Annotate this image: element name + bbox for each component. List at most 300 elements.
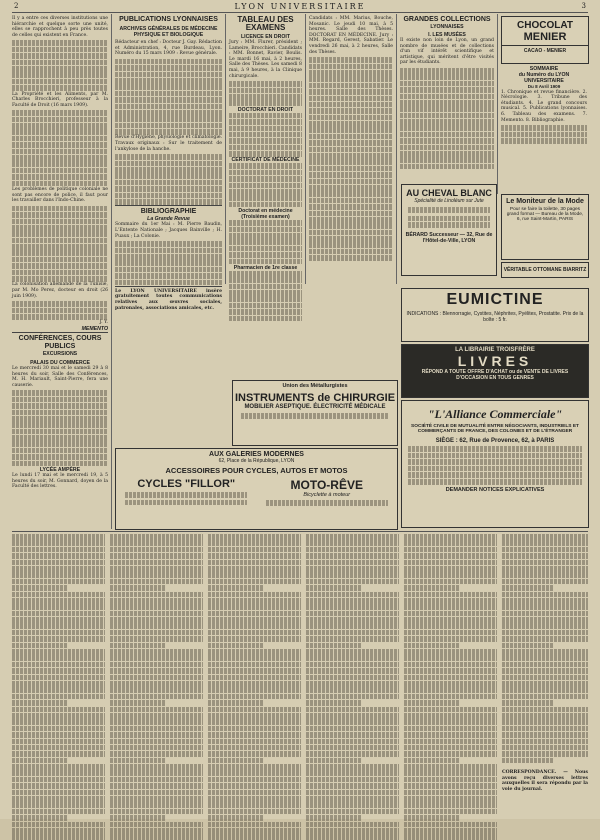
- examens-section-3: CERTIFICAT DE MÉDECINE: [231, 157, 300, 164]
- text-line: [404, 585, 460, 591]
- text-line: [110, 739, 203, 745]
- text-line: [404, 707, 497, 713]
- text-line: [502, 636, 588, 642]
- col1-intro-text: Il y a entre ces diverses institutions une hiérarchie et quelque sorte une unité, elles se rapprochent à peu près toutes de celles qui existent en France.: [12, 16, 108, 38]
- column-3: [229, 16, 302, 284]
- text-line: [208, 719, 301, 725]
- collections-title: GRANDES COLLECTIONS: [403, 16, 491, 23]
- text-line: [306, 790, 399, 796]
- text-line: [208, 662, 301, 668]
- text-line: [110, 623, 203, 629]
- text-line: [306, 700, 362, 706]
- sommaire-box: [501, 66, 587, 144]
- text-line: [110, 655, 203, 661]
- lower-column-5: [404, 534, 497, 814]
- examens-section-1: LICENCE EN DROIT: [241, 34, 290, 40]
- column-divider: [111, 14, 112, 529]
- publications-text-2: Revue d'Hygiène, physiologie et climatologie. Travaux originaux : Sur le traitement de l'ankylose de la hanche.: [115, 135, 222, 152]
- text-line: [306, 643, 362, 649]
- text-line: [306, 828, 399, 834]
- text-line: [208, 579, 301, 585]
- livres-subtitle: LA LIBRAIRIE TROISFRÈRE: [455, 347, 535, 353]
- text-line: [110, 732, 203, 738]
- collections-text: Il existe non loin de Lyon, un grand nombre de musées et de collections d'un vif intérêt scientifique et artistique, qui méritent d'être visités par les étudiants.: [400, 38, 494, 66]
- text-line: [12, 668, 105, 674]
- text-line: [404, 579, 497, 585]
- text-line: [208, 560, 301, 566]
- column-2: [115, 16, 222, 311]
- text-line: [208, 534, 301, 540]
- text-line: [208, 604, 301, 610]
- alliance-address: SIÈGE : 62, Rue de Provence, 62, à PARIS: [435, 438, 555, 444]
- text-line: [208, 739, 301, 745]
- conferences-subtitle: EXCURSIONS: [42, 350, 78, 357]
- text-line: [208, 822, 301, 828]
- cheval-title: AU CHEVAL BLANC: [406, 188, 492, 198]
- text-line: [110, 630, 203, 636]
- text-line: [110, 604, 203, 610]
- text-line: [306, 815, 362, 821]
- menier-sub: CACAO - MENIER: [502, 45, 588, 54]
- text-line: [502, 572, 588, 578]
- section-rule: [12, 531, 588, 532]
- text-line: [404, 783, 497, 789]
- text-line: [404, 834, 497, 840]
- text-line: [404, 623, 497, 629]
- text-line: [404, 547, 497, 553]
- text-line: [12, 675, 105, 681]
- text-line: [404, 790, 497, 796]
- text-line: [208, 668, 301, 674]
- examens-section-4: Doctorat en médecine (Troisième examen): [238, 208, 293, 221]
- text-line: [110, 822, 203, 828]
- text-line: [502, 553, 588, 559]
- text-line: [208, 764, 301, 770]
- text-line: [502, 534, 588, 540]
- text-line: [110, 687, 203, 693]
- text-line: [404, 566, 497, 572]
- lyon-universitaire-notice: Le LYON UNIVERSITAIRE insère gratuitement toutes communications relatives aux œuvres sociales, patronales, associations amicales, etc.: [115, 286, 222, 311]
- text-line: [12, 630, 105, 636]
- text-line: [208, 598, 301, 604]
- text-line: [12, 649, 105, 655]
- text-line: [502, 707, 588, 713]
- text-line: [306, 713, 399, 719]
- text-line: [404, 636, 497, 642]
- text-line: [208, 815, 264, 821]
- menier-name: MENIER: [523, 31, 567, 43]
- column-divider: [396, 14, 397, 284]
- cheval-subtitle: Spécialité de Linoléum sur Jute: [414, 198, 484, 204]
- text-line: [208, 553, 301, 559]
- text-line: [208, 707, 301, 713]
- column-1: [12, 16, 108, 528]
- text-line: [502, 560, 588, 566]
- bibliographie-title: BIBLIOGRAPHIE: [115, 205, 222, 216]
- text-line: [110, 713, 203, 719]
- text-line: [306, 566, 399, 572]
- text-line: [502, 668, 588, 674]
- text-line: [502, 540, 588, 546]
- text-line: [208, 649, 301, 655]
- text-line: [110, 828, 203, 834]
- text-line: [12, 579, 105, 585]
- memento-heading: MEMENTO: [81, 325, 108, 332]
- conferences-title: CONFÉRENCES, COURS PUBLICS: [12, 332, 108, 351]
- text-line: [306, 540, 399, 546]
- masthead-title: LYON UNIVERSITAIRE: [234, 2, 366, 11]
- text-line: [502, 739, 588, 745]
- text-line: [502, 623, 588, 629]
- text-line: [306, 751, 399, 757]
- text-line: [110, 540, 203, 546]
- text-line: [404, 630, 497, 636]
- text-line: [502, 611, 588, 617]
- text-line: [208, 623, 301, 629]
- text-line: [208, 828, 301, 834]
- text-line: [12, 802, 105, 808]
- text-line: [110, 534, 203, 540]
- text-line: [12, 636, 105, 642]
- text-line: [12, 739, 105, 745]
- examens-section-2: DOCTORAT EN DROIT: [237, 106, 294, 113]
- text-line: [208, 643, 264, 649]
- text-line: [110, 592, 203, 598]
- text-line: [110, 809, 203, 815]
- moniteur-text: Pour se faire la toilette, 30 pages grand format — Bureau de la Mode, 6, rue Saint-Martin, PARIS: [506, 207, 584, 222]
- alliance-text: SOCIÉTÉ CIVILE DE MUTUALITÉ ENTRE NÉGOCIANTS, INDUSTRIELS ET COMMERÇANTS DE FRANCE, DES COLONIES ET DE L'ÉTRANGER: [411, 424, 579, 434]
- text-line: [502, 687, 588, 693]
- text-line: [502, 713, 588, 719]
- text-line: [502, 604, 588, 610]
- publications-text-1: Rédacteur en chef : Docteur J. Gay. Rédaction et Administration, 4, rue Burdeau, Lyon. Numéro du 15 mars 1909 : Revue générale.: [115, 40, 222, 57]
- cheval-address: BÉRARD Successeur — 32, Rue de l'Hôtel-de-Ville, LYON: [405, 231, 493, 244]
- text-line: [110, 790, 203, 796]
- text-line: [110, 751, 203, 757]
- menier-brand: CHOCOLAT: [517, 20, 573, 31]
- text-line: [208, 566, 301, 572]
- alliance-title: "L'Alliance Commerciale": [427, 407, 563, 421]
- text-line: [404, 649, 497, 655]
- garages-address: 62, Place de la République, LYON: [218, 458, 295, 464]
- text-line: [110, 675, 203, 681]
- text-line: [404, 732, 497, 738]
- text-line: [110, 560, 203, 566]
- sommaire-items: 1. Chronique et revue financière. 2. Nécrologie. 3. Tribune des étudiants. 4. Le grand concours musical. 5. Publications lyonnaises. 6. Tableau des examens. 7. Memento. 8. Bibliographie.: [501, 89, 587, 123]
- text-line: [306, 662, 399, 668]
- text-line: [404, 815, 460, 821]
- text-line: [12, 611, 105, 617]
- chirurgie-head: Union des Métallurgistes: [282, 383, 348, 389]
- text-line: [404, 553, 497, 559]
- text-line: [208, 585, 264, 591]
- chirurgie-subtitle: MOBILIER ASEPTIQUE. ÉLECTRICITÉ MÉDICALE: [244, 404, 386, 410]
- column-divider: [497, 14, 498, 194]
- text-line: [306, 758, 362, 764]
- text-line: [502, 649, 588, 655]
- text-line: [502, 579, 588, 585]
- text-line: [110, 617, 203, 623]
- text-line: [306, 636, 399, 642]
- text-line: [12, 707, 105, 713]
- column-4: [309, 16, 393, 284]
- text-line: [12, 592, 105, 598]
- text-line: [110, 834, 203, 840]
- text-line: [306, 777, 399, 783]
- text-line: [404, 777, 497, 783]
- text-line: [110, 745, 203, 751]
- text-line: [12, 681, 105, 687]
- text-line: [208, 572, 301, 578]
- text-line: [404, 700, 460, 706]
- text-line: [208, 758, 264, 764]
- text-line: [110, 796, 203, 802]
- publications-subtitle: ARCHIVES GÉNÉRALES DE MÉDECINE PHYSIQUE ET BIOLOGIQUE: [119, 26, 218, 38]
- livres-text: RÉPOND A TOUTE OFFRE D'ACHAT ou de VENTE DE LIVRES D'OCCASION EN TOUS GENRES: [421, 369, 569, 381]
- text-line: [12, 764, 105, 770]
- sommaire-date: Du 8 Avril 1909: [527, 84, 561, 89]
- bibliographie-subtitle: La Grande Revue: [147, 216, 190, 223]
- text-line: [306, 572, 399, 578]
- text-line: [12, 815, 68, 821]
- text-line: [12, 726, 105, 732]
- text-line: [404, 758, 460, 764]
- text-line: [306, 585, 362, 591]
- text-line: [208, 783, 301, 789]
- text-line: [404, 662, 497, 668]
- text-line: [404, 604, 497, 610]
- text-line: [306, 770, 399, 776]
- text-line: [12, 700, 68, 706]
- text-line: [502, 566, 588, 572]
- text-line: [12, 783, 105, 789]
- text-line: [12, 790, 105, 796]
- text-line: [110, 668, 203, 674]
- text-line: [306, 611, 399, 617]
- text-line: [110, 611, 203, 617]
- alliance-more: DEMANDER NOTICES EXPLICATIVES: [445, 486, 545, 493]
- text-line: [110, 764, 203, 770]
- text-line: [208, 675, 301, 681]
- text-line: [208, 770, 301, 776]
- text-line: [306, 719, 399, 725]
- examens-section-5: Pharmacien de 1re classe: [233, 264, 298, 271]
- ad-cheval-blanc: [401, 184, 497, 276]
- text-line: [12, 547, 105, 553]
- text-line: [306, 655, 399, 661]
- text-line: [502, 643, 554, 649]
- text-line: [404, 675, 497, 681]
- text-line: [306, 739, 399, 745]
- eumictine-text: INDICATIONS : Blennorragie, Cystites, Néphrites, Pyélites, Prostatite. Prix de la boîte : 5 fr.: [406, 311, 584, 323]
- text-line: [306, 534, 399, 540]
- text-line: [306, 553, 399, 559]
- text-line: [208, 790, 301, 796]
- text-line: [110, 579, 203, 585]
- text-line: [12, 655, 105, 661]
- text-line: [404, 572, 497, 578]
- text-line: [12, 598, 105, 604]
- text-line: [208, 547, 301, 553]
- text-line: [306, 560, 399, 566]
- column-5: [400, 16, 494, 181]
- text-line: [502, 732, 588, 738]
- text-line: [502, 694, 588, 700]
- text-line: [110, 598, 203, 604]
- text-line: [306, 809, 399, 815]
- text-line: [502, 547, 588, 553]
- text-line: [208, 809, 301, 815]
- text-line: [306, 822, 399, 828]
- text-line: [404, 809, 497, 815]
- text-line: [208, 694, 301, 700]
- chirurgie-title: INSTRUMENTS de CHIRURGIE: [234, 392, 396, 404]
- text-line: [502, 655, 588, 661]
- text-line: [404, 726, 497, 732]
- text-line: [208, 617, 301, 623]
- text-line: [208, 636, 301, 642]
- text-line: [404, 540, 497, 546]
- lycee-heading: LYCÉE AMPÈRE: [39, 467, 81, 474]
- text-line: [306, 745, 399, 751]
- text-line: [110, 643, 166, 649]
- correspondance-text: CORRESPONDANCE. — Nous avons reçu diverses lettres auxquelles il sera répondu par la voie du journal.: [502, 770, 588, 792]
- text-line: [110, 719, 203, 725]
- text-line: [12, 572, 105, 578]
- text-line: [404, 822, 497, 828]
- text-line: [404, 643, 460, 649]
- text-line: [12, 687, 105, 693]
- moniteur-title: Le Moniteur de la Mode: [506, 198, 584, 205]
- text-line: [502, 585, 554, 591]
- garages-title: AUX GALERIES MODERNES: [209, 451, 304, 458]
- page-number-left: 2: [14, 2, 19, 10]
- correspondance-box: [502, 770, 588, 814]
- ad-instruments-chirurgie: [232, 380, 398, 446]
- text-line: [110, 553, 203, 559]
- ad-eumictine: [401, 288, 589, 342]
- lower-column-2: [110, 534, 203, 814]
- sommaire-subtitle: du Numéro du LYON UNIVERSITAIRE: [518, 72, 570, 84]
- text-line: [502, 726, 588, 732]
- text-line: [404, 828, 497, 834]
- text-line: [110, 694, 203, 700]
- text-line: [110, 707, 203, 713]
- text-line: [306, 592, 399, 598]
- palais-text: Le mercredi 30 mai et le samedi 29 à 8 heures du soir, Salle des Conférences, M. H. Mariault, Saint-Pierre, fera une causerie.: [12, 365, 108, 388]
- livres-title: LIVRES: [457, 353, 533, 369]
- text-line: [502, 681, 588, 687]
- text-line: [306, 681, 399, 687]
- text-line: [110, 566, 203, 572]
- ottomane-text: VÉRITABLE OTTOMANE BIARRITZ: [503, 267, 587, 273]
- text-line: [306, 617, 399, 623]
- ad-chocolat-menier: [501, 16, 589, 64]
- ad-livres: [401, 344, 589, 398]
- text-line: [306, 802, 399, 808]
- cycles-fillor-title: CYCLES "FILLOR": [137, 478, 236, 490]
- text-line: [12, 834, 105, 840]
- text-line: [502, 630, 588, 636]
- text-line: [110, 662, 203, 668]
- text-line: [110, 585, 166, 591]
- text-line: [208, 540, 301, 546]
- text-line: [110, 777, 203, 783]
- text-line: [306, 649, 399, 655]
- column-divider: [225, 14, 226, 284]
- text-line: [12, 617, 105, 623]
- text-line: [12, 566, 105, 572]
- ad-ottomane: [501, 262, 589, 278]
- text-line: [306, 764, 399, 770]
- text-line: [12, 745, 105, 751]
- text-line: [110, 802, 203, 808]
- text-line: [502, 719, 588, 725]
- text-line: [306, 783, 399, 789]
- text-line: [12, 604, 105, 610]
- text-line: [12, 719, 105, 725]
- column-divider: [305, 14, 306, 284]
- lower-column-3: [208, 534, 301, 814]
- moto-reve-subtitle: Bicyclette à moteur: [303, 492, 351, 498]
- text-line: [404, 655, 497, 661]
- collections-section: I. LES MUSÉES: [428, 32, 466, 38]
- text-line: [110, 681, 203, 687]
- text-line: [404, 668, 497, 674]
- text-line: [404, 560, 497, 566]
- text-line: [208, 777, 301, 783]
- text-line: [502, 700, 554, 706]
- text-line: [208, 630, 301, 636]
- text-line: [12, 822, 105, 828]
- text-line: [404, 739, 497, 745]
- text-line: [306, 675, 399, 681]
- text-line: [306, 726, 399, 732]
- lycee-text: Le lundi 17 mai et le mercredi 19, à 5 heures du soir, M. Gonnard, doyen de la Faculté des lettres.: [12, 473, 108, 490]
- text-line: [110, 726, 203, 732]
- text-line: [502, 675, 588, 681]
- publications-title: PUBLICATIONS LYONNAISES: [119, 16, 218, 23]
- examens-continued-text: Candidats : MM. Marius, Bouche, Mosanic. Le jeudi 10 mai, à 5 heures. Salle des Thèses. DOCTORAT EN MÉDECINE. Jury : MM. Regard, Gerest, Sabatier. Le vendredi 26 mai, à 2 heures, Salle des Thèses.: [309, 16, 393, 55]
- lower-column-1: [12, 534, 105, 814]
- text-line: [12, 758, 68, 764]
- text-line: [306, 796, 399, 802]
- text-line: [110, 770, 203, 776]
- text-line: [110, 758, 166, 764]
- text-line: [12, 694, 105, 700]
- text-line: [208, 700, 264, 706]
- text-line: [306, 668, 399, 674]
- text-line: [306, 579, 399, 585]
- text-line: [404, 764, 497, 770]
- eumictine-title: EUMICTINE: [446, 291, 544, 308]
- text-line: [12, 713, 105, 719]
- text-line: [404, 745, 497, 751]
- text-line: [12, 777, 105, 783]
- text-line: [502, 592, 588, 598]
- text-line: [110, 649, 203, 655]
- text-line: [306, 623, 399, 629]
- examens-text: Jury : MM. Flurer, président ; Lameire, Brocchieri. Candidats : MM. Bonnet, Ravier, Boulis. Le mardi 16 mai, à 2 heures, Salle des Thèses. Les samedi 8 mai, à 9 heures, à la Clinique chirurgicale.: [229, 40, 302, 79]
- text-line: [208, 592, 301, 598]
- text-line: [404, 796, 497, 802]
- text-line: [12, 534, 105, 540]
- text-line: [404, 751, 497, 757]
- text-line: [12, 809, 105, 815]
- page-number-right: 3: [581, 2, 586, 10]
- text-line: [502, 617, 588, 623]
- text-line: [404, 592, 497, 598]
